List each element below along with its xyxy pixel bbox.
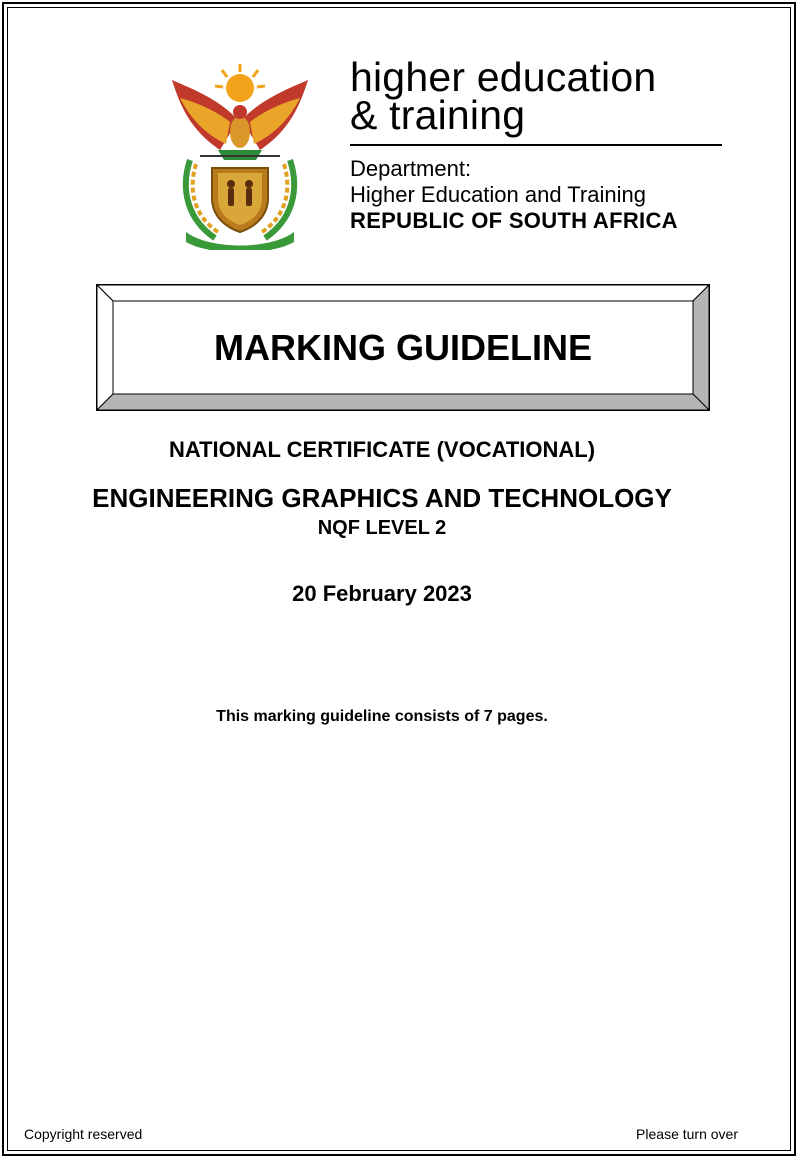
exam-date: 20 February 2023 (292, 581, 472, 606)
document-title: MARKING GUIDELINE (214, 327, 592, 368)
dept-name: Higher Education and Training (350, 182, 646, 207)
page-count-note: This marking guideline consists of 7 pages. (216, 708, 548, 725)
department-header (350, 54, 730, 234)
country-name: REPUBLIC OF SOUTH AFRICA (350, 208, 678, 233)
dept-title-line2: & training (350, 92, 526, 138)
subject-name: ENGINEERING GRAPHICS AND TECHNOLOGY (92, 483, 672, 513)
footer-turn-over: Please turn over (636, 1126, 738, 1142)
certificate-name: NATIONAL CERTIFICATE (VOCATIONAL) (168, 437, 596, 462)
dept-title-line1: higher education (350, 54, 657, 100)
dept-label: Department: (350, 156, 472, 181)
nqf-level: NQF LEVEL 2 (317, 517, 447, 539)
footer-copyright: Copyright reserved (24, 1126, 143, 1142)
coat-of-arms-icon (160, 60, 320, 250)
dept-divider (350, 144, 722, 146)
